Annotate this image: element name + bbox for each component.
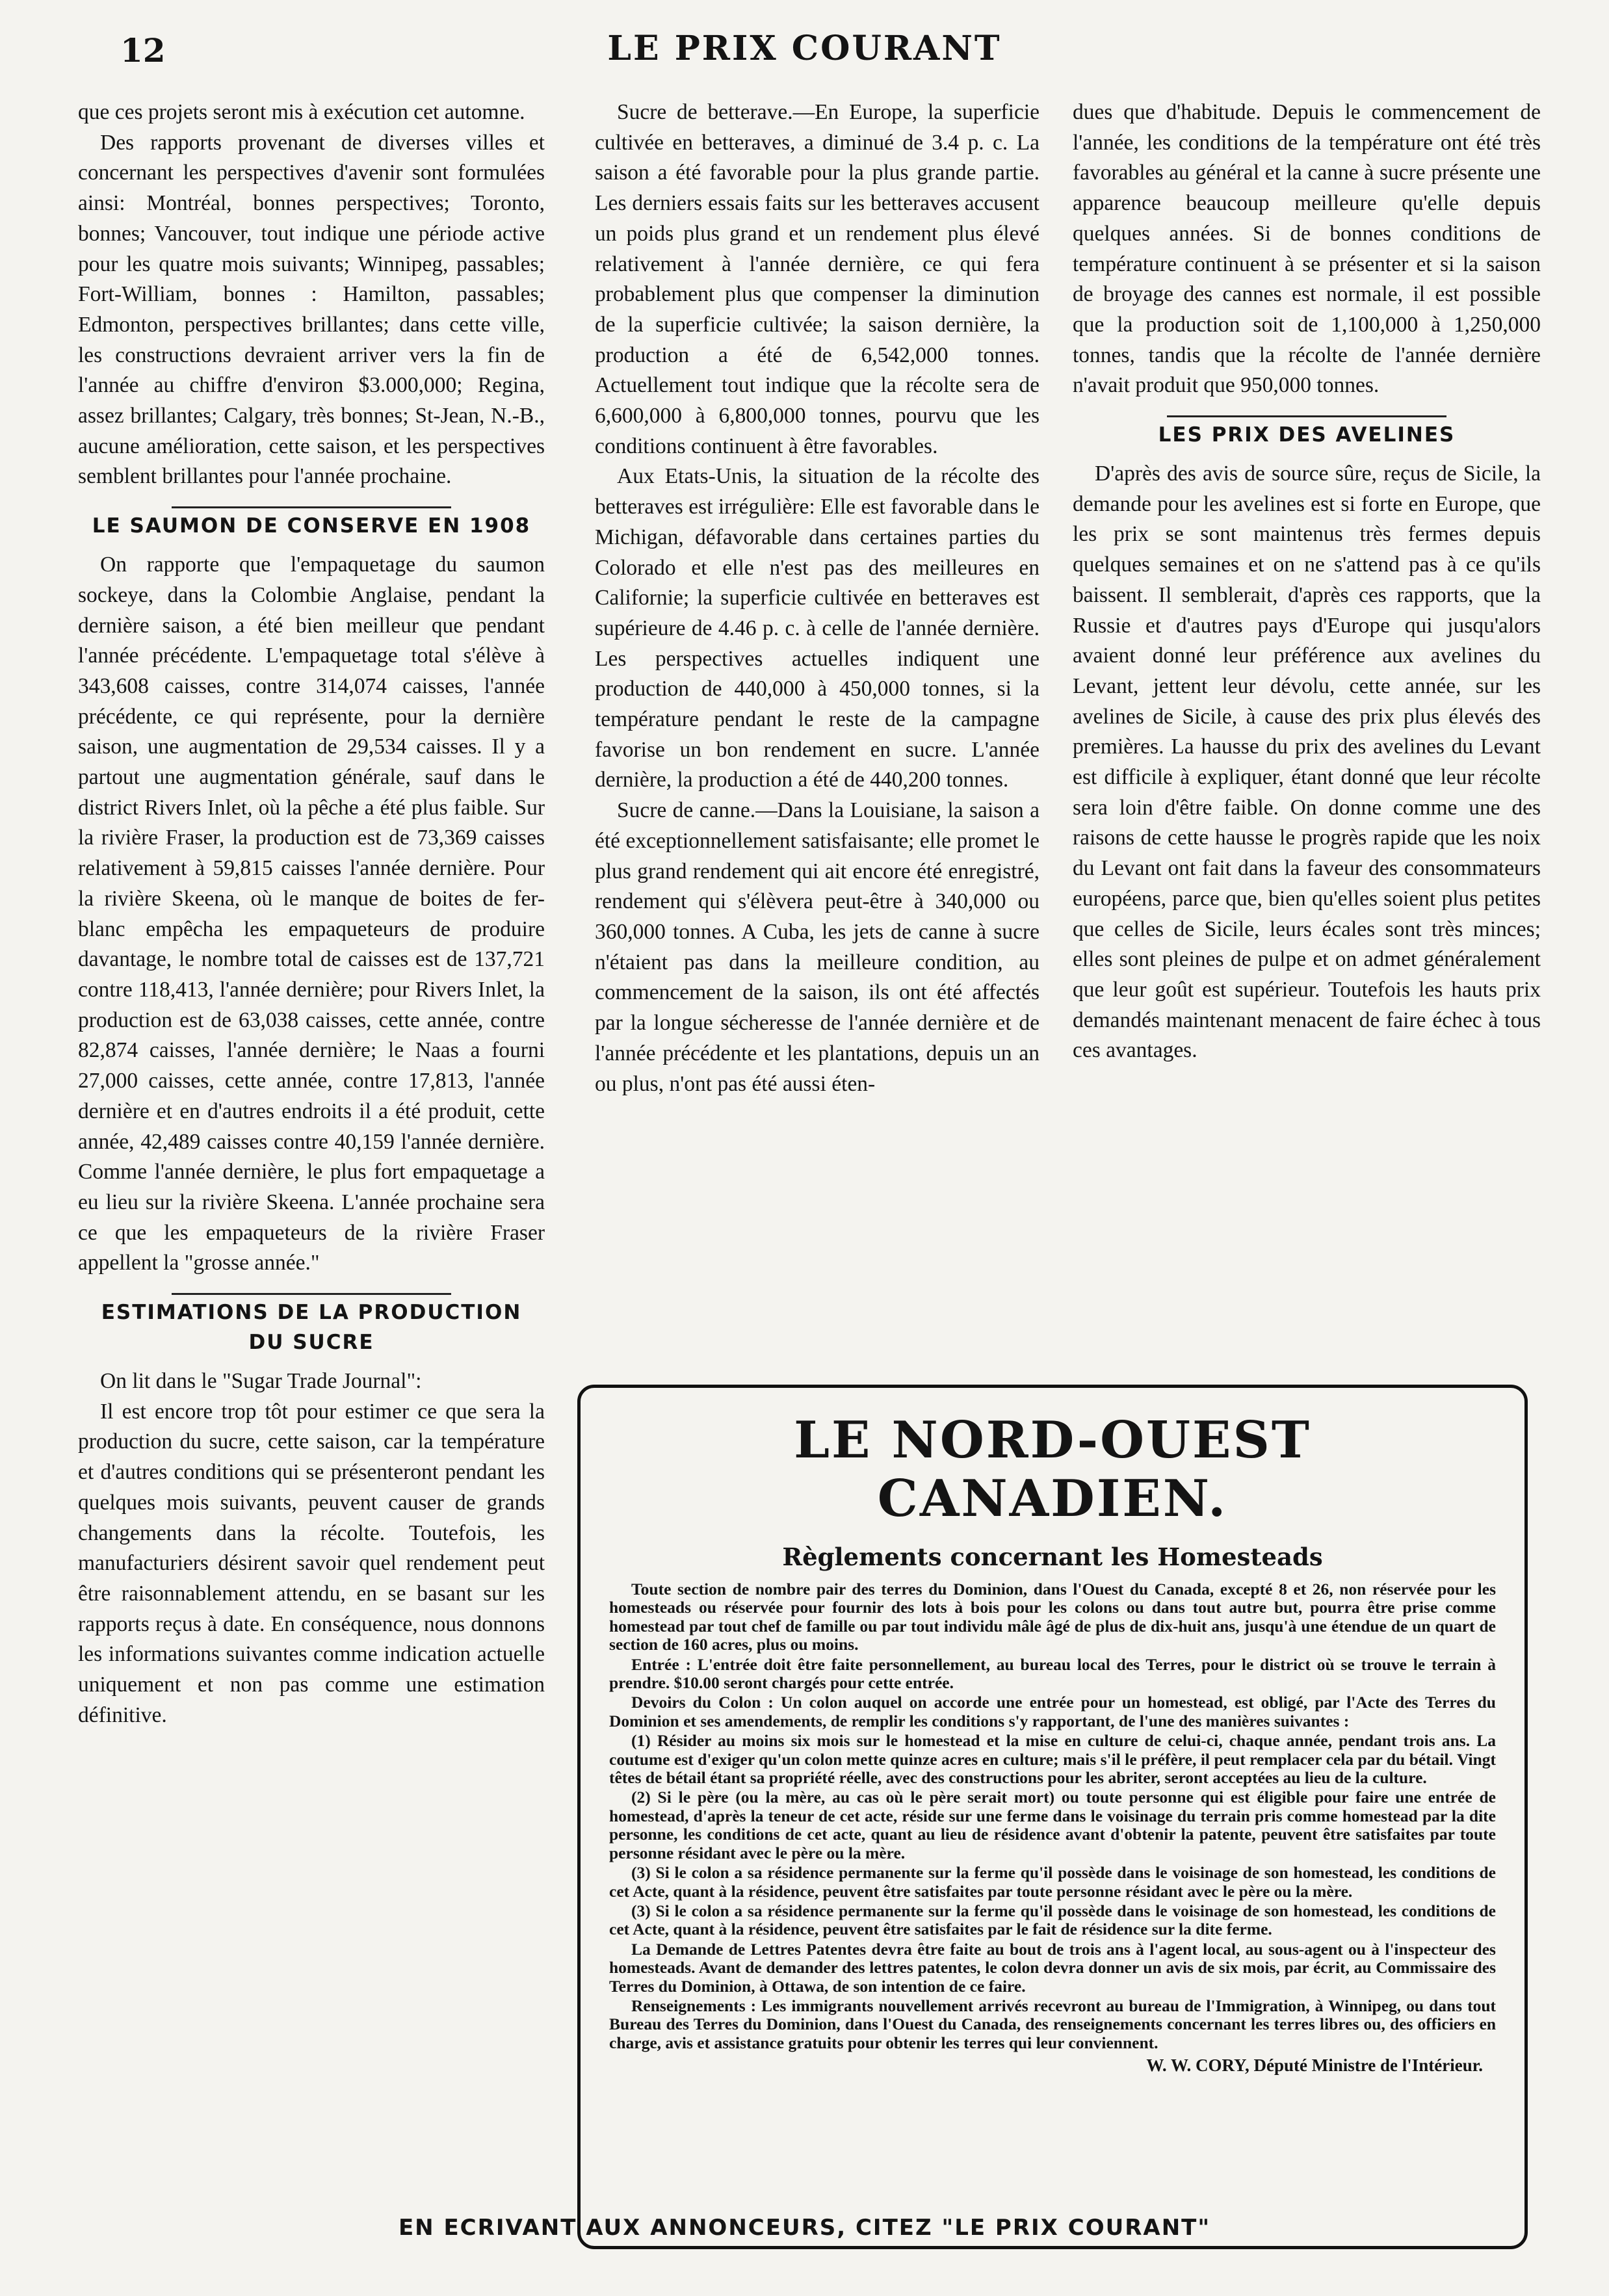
article-paragraph: Des rapports provenant de diverses villes et concernant les perspectives d'avenir sont formulées ainsi: Montréal, bonnes perspectives; Toronto, bonnes; Vancouver, tout indique une période active pour les quatre mois suivants; Winnipeg, passables; Fort-William, bonnes : Hamilton, passables; Edmonton, perspectives brillantes; dans cette ville, les constructions devraient arriver vers la fin de l'année au chiffre d'environ $3.000,000; Regina, assez brillantes; Calgary, très bonnes; St-Jean, N.-B., aucune amélioration, cette saison, et les perspectives semblent brillantes pour l'année prochaine.	[78, 130, 545, 489]
notice-lead: Devoirs du Colon :	[631, 1693, 774, 1712]
notice-lead: Renseignements :	[631, 1996, 757, 2015]
section-rule	[172, 506, 451, 508]
notice-paragraph	[609, 1997, 1496, 2052]
notice-paragraph	[609, 1693, 1496, 1730]
notice-text: Les immigrants nouvellement arrivés recevront au bureau de l'Immigration, à Winnipeg, ou dans tout Bureau des Terres du Dominion, dans l'Ouest du Canada, des renseignements concernant les terres libres ou, des officiers en charge, avis et assistance gratuits pour obtenir les terres qui leur conviennent.	[609, 1996, 1496, 2052]
column-2	[595, 98, 1040, 1099]
article-paragraph: On lit dans le "Sugar Trade Journal":	[100, 1369, 422, 1394]
notice-paragraph: (2) Si le père (ou la mère, au cas où le père serait mort) ou toute personne qui est éligible pour faire une entrée de homestead, d'après la teneur de cet acte, réside sur une ferme dans le voisinage du terrain pris comme homestead par la dite personne, les conditions de cet acte, quant au lieu de résidence avant d'obtenir la patente, peuvent être satisfaites par toute personne résidant avec le père ou la mère.	[609, 1788, 1496, 1862]
page-title: LE PRIX COURANT	[607, 29, 1002, 68]
notice-title: LE NORD-OUEST CANADIEN.	[794, 1411, 1311, 1528]
notice-paragraph	[609, 1656, 1496, 1693]
notice-lead: La Demande de Lettres Patentes	[631, 1939, 867, 1959]
article-paragraph: dues que d'habitude. Depuis le commencement de l'année, les conditions de la température ont été très favorables au général et la canne à sucre présente une apparence beaucoup meilleure qu'elle depuis quelques années. Si de bonnes conditions de température continuent à se présenter et si la saison de broyage des cannes est normale, il est possible que la production soit de 1,100,000 à 1,250,000 tonnes, tandis que la récolte de l'année dernière n'avait produit que 950,000 tonnes.	[1073, 100, 1541, 398]
article-paragraph: Sucre de betterave.—En Europe, la superficie cultivée en betteraves, a diminué de 3.4 p. c. La saison a été favorable pour la plus grande partie. Les derniers essais faits sur les betteraves accusent un poids plus grand et un rendement plus élevé relativement à l'année dernière, ce qui fera probablement plus que compenser la diminution de la superficie cultivée; la saison dernière, la production a été de 6,542,000 tonnes. Actuellement tout indique que la récolte sera de 6,600,000 à 6,800,000 tonnes, pourvu que les conditions continuent à être favorables.	[595, 100, 1040, 458]
notice-paragraph: Toute section de nombre pair des terres du Dominion, dans l'Ouest du Canada, excepté 8 et 26, non réservée pour les homesteads ou réservée pour fournir des lots à bois pour les colons ou dans tout autre but, pourra être prise comme homestead par tout chef de famille ou par tout individu mâle âgé de plus de dix-huit ans, jusqu'à une étendue de un quart de section de 160 acres, plus ou moins.	[609, 1580, 1496, 1654]
section-heading-saumon: LE SAUMON DE CONSERVE EN 1908	[92, 514, 531, 538]
notice-signature: W. W. CORY, Député Ministre de l'Intérieur.	[1146, 2055, 1483, 2076]
page-number: 12	[120, 31, 166, 70]
notice-paragraph: (3) Si le colon a sa résidence permanente sur la ferme qu'il possède dans le voisinage de son homestead, les conditions de cet Acte, quant à la résidence, peuvent être satisfaites par le fait de résidence sur la dite ferme.	[609, 1901, 1496, 1939]
notice-text: devra être faite au bout de trois ans à l'agent local, au sous-agent ou à l'inspecteur des homesteads. Avant de demander des lettres patentes, le colon devra donner un avis de six mois, par écrit, au Commissaire des Terres du Dominion, à Ottawa, de son intention de ce faire.	[609, 1939, 1496, 1996]
section-heading-sucre-line2: DU SUCRE	[248, 1331, 374, 1355]
section-rule	[1167, 415, 1446, 417]
notice-paragraph	[609, 1940, 1496, 1996]
article-paragraph: D'après des avis de source sûre, reçus de Sicile, la demande pour les avelines est si forte en Europe, que les prix se sont maintenus très fermes depuis quelques semaines et on ne s'attend pas à ce qu'ils baissent. Il semblerait, d'après ces rapports, que la Russie et d'autres pays d'Europe qui jusqu'alors avaient donné leur préférence aux avelines du Levant, jettent leur dévolu, cette année, sur les avelines de Sicile, à cause des prix plus élevés des premières. La hausse du prix des avelines du Levant est difficile à expliquer, étant donné que leur récolte sera loin d'être faible. On donne comme une des raisons de cette hausse le progrès rapide que les noix du Levant ont fait dans la faveur des consommateurs européens, parce que, bien qu'elles soient plus petites que celles de Sicile, leurs écales sont très minces; elles sont pleines de pulpe et on admet généralement que leur goût est supérieur. Toutefois les hauts prix demandés maintenant menacent de faire échec à tous ces avantages.	[1073, 462, 1541, 1063]
article-paragraph: Aux Etats-Unis, la situation de la récolte des betteraves est irrégulière: Elle est favorable dans le Michigan, défavorable dans certaines parties du Colorado et elle n'est pas des meilleures en Californie; la superficie cultivée en betteraves est supérieure de 4.46 p. c. à celle de l'année dernière. Les perspectives actuelles indiquent une production de 440,000 à 450,000 tonnes, si la température pendant le reste de la campagne favorise un bon rendement en sucre. L'année dernière, la production a été de 440,200 tonnes.	[595, 464, 1040, 792]
column-3	[1073, 98, 1541, 1066]
section-heading-avelines: LES PRIX DES AVELINES	[1158, 423, 1456, 447]
notice-lead: Entrée :	[631, 1654, 691, 1674]
article-paragraph: que ces projets seront mis à exécution cet automne.	[78, 100, 525, 124]
article-paragraph: Il est encore trop tôt pour estimer ce que sera la production du sucre, cette saison, car la température et d'autres conditions qui se présenteront pendant les quelques mois suivants, peuvent causer de grands changements dans la récolte. Toutefois, les manufacturiers désirent savoir quel rendement peut être raisonnablement attendu, en se basant sur les rapports reçus à date. En conséquence, nous donnons les informations suivantes comme indication actuelle uniquement et non pas comme une estimation définitive.	[78, 1399, 545, 1727]
notice-body	[609, 1580, 1496, 2075]
column-1	[78, 98, 545, 1730]
notice-text: Un colon auquel on accorde une entrée pour un homestead, est obligé, par l'Acte des Terres du Dominion et ses amendements, de remplir les conditions s'y rapportant, de l'une des manières suivantes :	[609, 1693, 1496, 1730]
article-paragraph: Sucre de canne.—Dans la Louisiane, la saison a été exceptionnellement satisfaisante; elle promet le plus grand rendement qui ait encore été enregistré, rendement qui s'élèvera peut-être à 340,000 ou 360,000 tonnes. A Cuba, les jets de canne à sucre n'étaient pas dans la meilleure condition, au commencement de la saison, ils ont été affectés par la longue sécheresse de l'année dernière et de l'année précédente et les plantations, depuis un an ou plus, n'ont pas été aussi éten-	[595, 798, 1040, 1096]
article-paragraph: On rapporte que l'empaquetage du saumon sockeye, dans la Colombie Anglaise, pendant la dernière saison, a été bien meilleur que pendant l'année précédente. L'empaquetage total s'élève à 343,608 caisses, contre 314,074 caisses, l'année précédente, ce qui représente, pour la dernière saison, une augmentation de 29,534 caisses. Il y a partout une augmentation générale, sauf dans le district Rivers Inlet, où la pêche a été plus faible. Sur la rivière Fraser, la production est de 73,369 caisses relativement à 59,815 caisses l'année dernière. Pour la rivière Skeena, où le manque de boites de fer-blanc empêcha les empaqueteurs de produire davantage, le nombre total de caisses est de 137,721 contre 118,413, l'année dernière; pour Rivers Inlet, la production est de 63,038 caisses, cette année, contre 82,874 caisses, l'année dernière; le Naas a fourni 27,000 caisses, cette année, contre 17,813, l'année dernière et en d'autres endroits il a été produit, cette année, 42,489 caisses contre 40,159 l'année dernière. Comme l'année dernière, le plus fort empaquetage a eu lieu sur la rivière Skeena. L'année prochaine sera ce que les empaqueteurs de la rivière Fraser appellent la "grosse année."	[78, 553, 545, 1275]
notice-text: L'entrée doit être faite personnellement, au bureau local des Terres, pour le district où se trouve le terrain à prendre. $10.00 seront chargés pour cette entrée.	[609, 1654, 1496, 1693]
notice-subtitle: Règlements concernant les Homesteads	[782, 1543, 1323, 1571]
notice-paragraph: (1) Résider au moins six mois sur le homestead et la mise en culture de celui-ci, chaque année, pendant trois ans. La coutume est d'exiger qu'un colon mette quinze acres en culture; mais s'il le préfère, il peut remplacer cela par du bétail. Vingt têtes de bétail étant sa propriété réelle, avec des constructions pour les abriter, seront acceptées au lieu de la culture.	[609, 1731, 1496, 1788]
section-rule	[172, 1293, 451, 1295]
homestead-notice	[577, 1385, 1528, 2249]
notice-paragraph: (3) Si le colon a sa résidence permanente sur la ferme qu'il possède dans le voisinage de son homestead, les conditions de cet Acte, quant à la résidence, peuvent être satisfaites par toute personne résidant avec le père ou la mère.	[609, 1863, 1496, 1901]
footer-notice: EN ECRIVANT AUX ANNONCEURS, CITEZ "LE PRIX COURANT"	[398, 2215, 1211, 2241]
section-heading-sucre: ESTIMATIONS DE LA PRODUCTION	[101, 1301, 522, 1325]
